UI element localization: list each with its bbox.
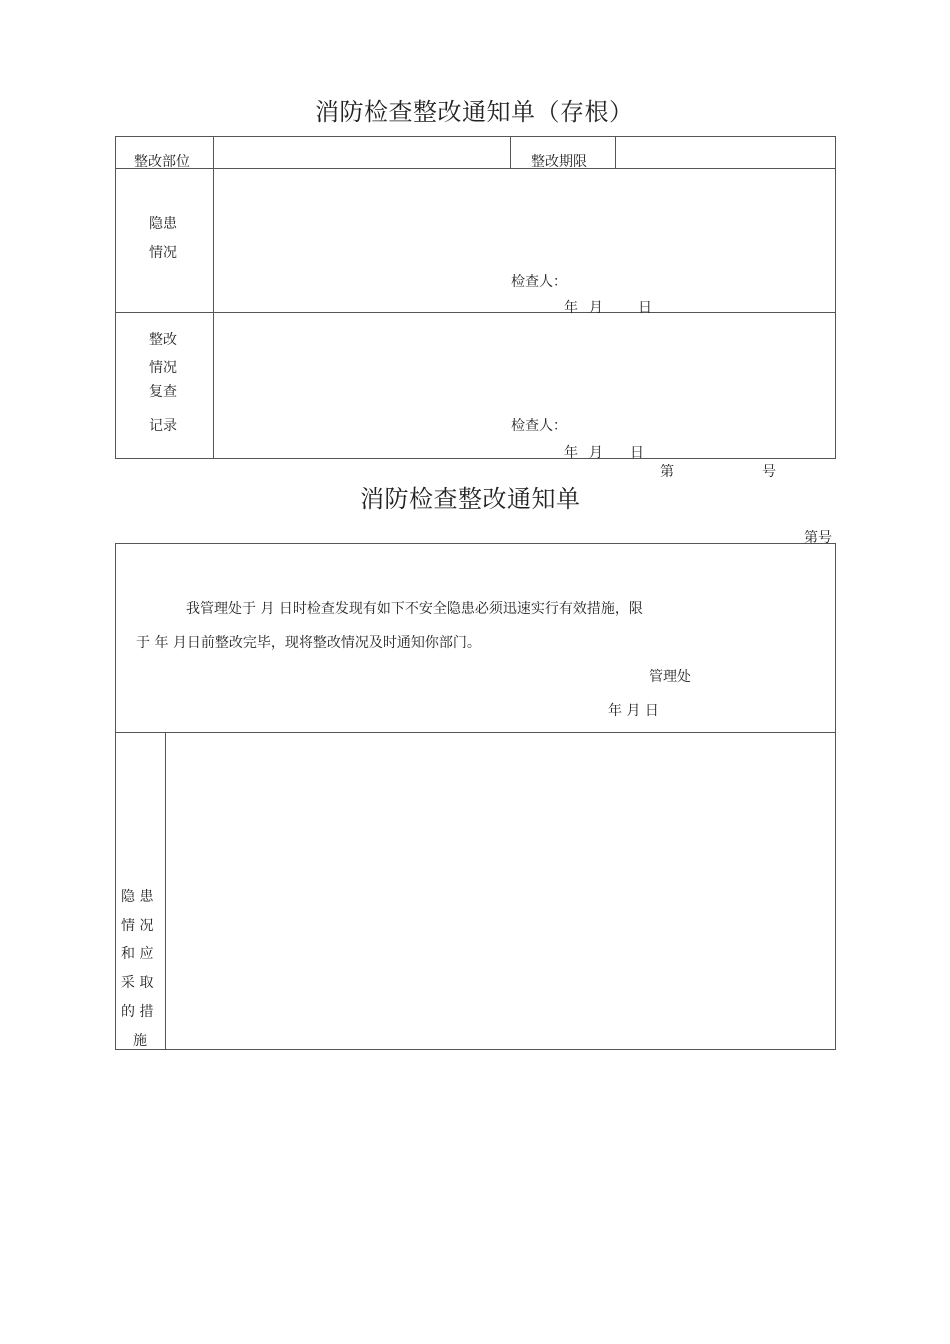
review-label: 整改 — [149, 332, 177, 348]
hazard-label: 隐患 — [149, 216, 177, 232]
rectify-deadline-field[interactable] — [616, 137, 835, 168]
notice-body-line2: 于 年 月日前整改完毕，现将整改情况及时通知你部门。 — [136, 635, 481, 651]
rectify-location-label: 整改部位 — [134, 154, 190, 170]
date-year: 年 — [564, 300, 578, 316]
rectify-location-field[interactable] — [214, 137, 510, 168]
inspector-label: 检查人： — [511, 418, 567, 434]
hazard-measures-field[interactable] — [166, 733, 835, 1049]
date-day: 日 — [638, 300, 652, 316]
review-content-field[interactable] — [214, 313, 835, 458]
side-label-row: 的 措 — [121, 1004, 154, 1020]
stub-title: 消防检查整改通知单（存根） — [315, 98, 634, 126]
notice-signature: 管理处 — [649, 669, 691, 685]
date-month: 月 — [589, 445, 603, 461]
side-label-row: 采 取 — [121, 975, 154, 991]
number-hao: 号 — [762, 464, 776, 480]
notice-number: 第号 — [804, 530, 832, 546]
review-label: 复查 — [149, 384, 177, 400]
review-label: 记录 — [149, 418, 177, 434]
date-day: 日 — [630, 445, 644, 461]
notice-body-line1: 我管理处于 月 日时检查发现有如下不安全隐患必须迅速实行有效措施，限 — [186, 601, 643, 617]
side-label-row: 情 况 — [121, 918, 154, 934]
hazard-label: 情况 — [149, 245, 177, 261]
date-month: 月 — [589, 300, 603, 316]
stub-col-divider — [510, 136, 511, 168]
rectify-deadline-label: 整改期限 — [531, 154, 587, 170]
review-label: 情况 — [149, 360, 177, 376]
side-label-row: 施 — [133, 1033, 147, 1049]
number-di: 第 — [660, 464, 674, 480]
notice-title: 消防检查整改通知单 — [360, 485, 581, 513]
side-label-row: 隐 患 — [121, 889, 154, 905]
notice-date: 年 月 日 — [608, 703, 659, 719]
inspector-label: 检查人： — [511, 274, 567, 290]
side-label-row: 和 应 — [121, 946, 154, 962]
date-year: 年 — [564, 445, 578, 461]
